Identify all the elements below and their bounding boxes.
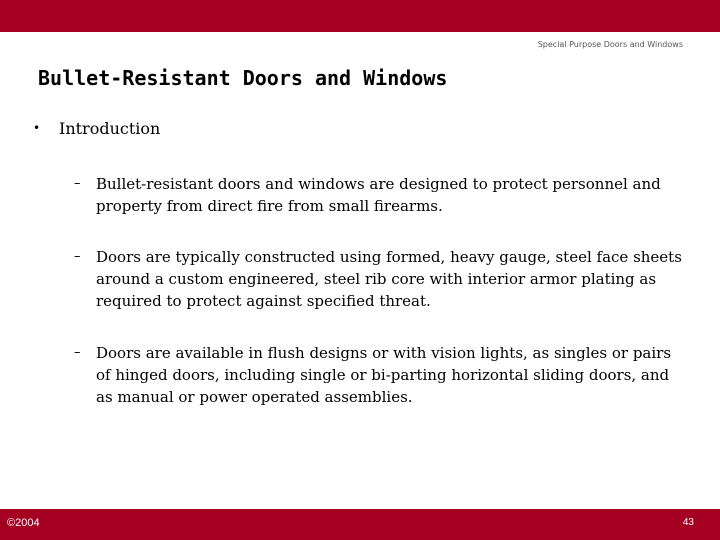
section-label: Special Purpose Doors and Windows [537, 40, 683, 49]
subpoint-marker: – [74, 249, 81, 264]
subpoint-3 [74, 342, 684, 408]
subpoint-text: Doors are typically constructed using formed, heavy gauge, steel face sheets around a custom engineered, steel rib core with interior armor plating as required to protect against specified threat. [96, 248, 682, 310]
subpoint-marker: – [74, 345, 81, 360]
page-number: 43 [682, 517, 694, 528]
subpoint-text: Bullet-resistant doors and windows are designed to protect personnel and property from direct fire from small firearms. [96, 175, 661, 215]
subpoint-marker: – [74, 176, 81, 191]
subpoint-1 [74, 173, 684, 217]
copyright-label: ©2004 [7, 517, 40, 529]
subpoint-2 [74, 246, 684, 312]
subpoint-text: Doors are available in flush designs or with vision lights, as singles or pairs of hinged doors, including single or bi-parting horizontal sliding doors, and as manual or power operated assemblies. [96, 344, 672, 406]
top-accent-bar [0, 0, 720, 32]
slide-title: Bullet-Resistant Doors and Windows [38, 66, 448, 90]
bullet-marker: • [33, 121, 41, 135]
bullet-introduction [33, 119, 160, 138]
bullet-text: Introduction [59, 119, 161, 138]
bottom-accent-bar [0, 509, 720, 540]
